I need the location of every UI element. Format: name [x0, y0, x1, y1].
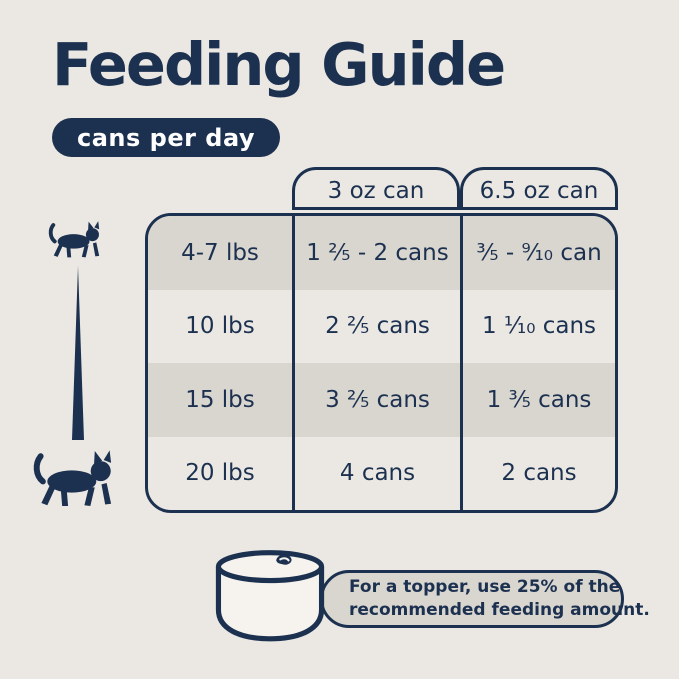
- large-can-cell: ³⁄₅ - ⁹⁄₁₀ can: [460, 216, 615, 290]
- weight-cell: 15 lbs: [185, 386, 255, 413]
- table-row: [148, 290, 615, 364]
- column-header-6-5oz-can: [460, 167, 618, 210]
- small-can-cell: 4 cans: [292, 437, 460, 511]
- large-can-cell: 1 ¹⁄₁₀ cans: [460, 290, 615, 364]
- note-line-1: For a topper, use 25% of the: [349, 577, 621, 597]
- column-header-3oz-can: [292, 167, 460, 210]
- feeding-table: [145, 213, 618, 513]
- badge-label: cans per day: [77, 123, 256, 152]
- small-can-cell: 2 ²⁄₅ cans: [292, 290, 460, 364]
- note-line-2: recommended feeding amount.: [349, 600, 650, 620]
- small-can-cell: 1 ²⁄₅ - 2 cans: [292, 216, 460, 290]
- cans-per-day-badge: [52, 118, 280, 157]
- large-can-cell: 2 cans: [460, 437, 615, 511]
- small-cat-icon: [47, 220, 105, 259]
- page-title: Feeding Guide: [52, 30, 505, 99]
- weight-cell: 10 lbs: [185, 313, 255, 340]
- weight-scale-wedge-icon: [70, 266, 86, 442]
- weight-cell: 4-7 lbs: [181, 239, 259, 266]
- table-row: [148, 437, 615, 511]
- table-row: [148, 216, 615, 290]
- column-header-label: 6.5 oz can: [479, 177, 599, 204]
- food-can-icon: [212, 546, 328, 646]
- weight-cell: 20 lbs: [185, 460, 255, 487]
- large-can-cell: 1 ³⁄₅ cans: [460, 363, 615, 437]
- small-can-cell: 3 ²⁄₅ cans: [292, 363, 460, 437]
- table-row: [148, 363, 615, 437]
- column-header-label: 3 oz can: [327, 177, 425, 204]
- large-cat-icon: [31, 448, 120, 509]
- topper-note-pill: [320, 570, 650, 628]
